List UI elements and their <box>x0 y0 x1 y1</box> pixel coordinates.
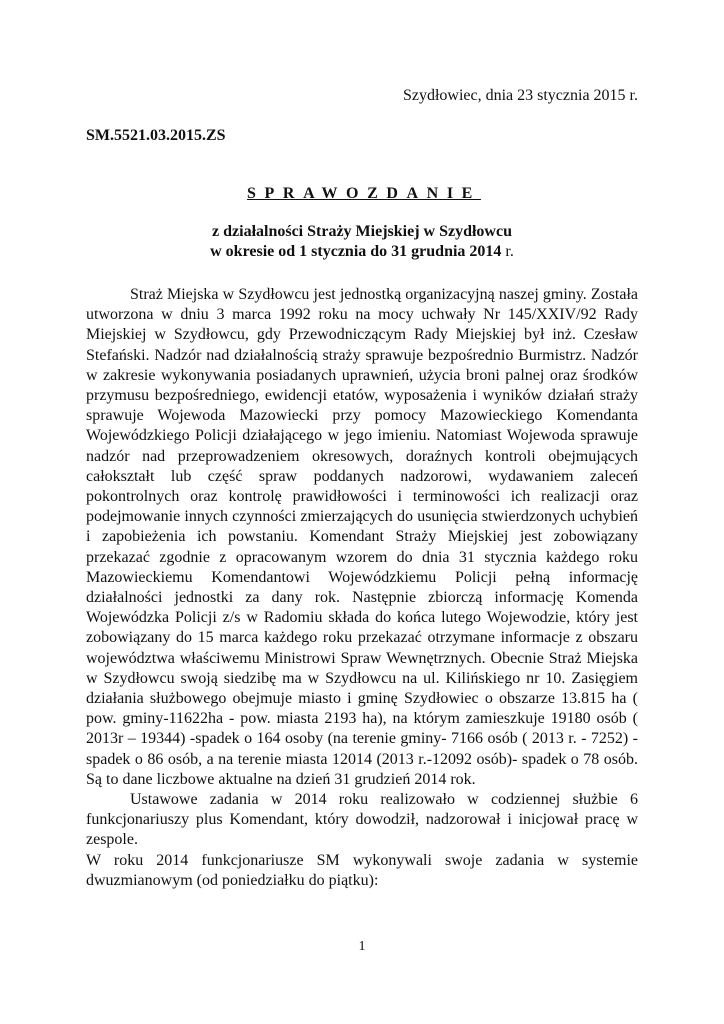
subtitle-line-2-suffix: r. <box>501 243 514 260</box>
page-number: 1 <box>358 939 366 954</box>
document-body <box>86 285 638 891</box>
document-title: SPRAWOZDANIE <box>247 185 481 202</box>
paragraph-shifts: W roku 2014 funkcjonariusze SM wykonywali swoje zadania w systemie dwuzmianowym (od poniedziałku do piątku): <box>86 851 638 889</box>
paragraph-intro: Straż Miejska w Szydłowcu jest jednostką organizacyjną naszej gminy. Została utworzona w dniu 3 marca 1992 roku na mocy uchwały Nr 145/XXIV/92 Rady Miejskiej w Szydłowcu, gdy Przewodniczącym Rady Miejskiej był inż. Czesław Stefański. Nadzór nad działalnością straży sprawuje bezpośrednio Burmistrz. Nadzór w zakresie wykonywania posiadanych uprawnień, użycia broni palnej oraz środków przymusu bezpośredniego, ewidencji etatów, wyposażenia i wyników działań straży sprawuje Wojewoda Mazowiecki przy pomocy Mazowieckiego Komendanta Wojewódzkiego Policji działającego w jego imieniu. Natomiast Wojewoda sprawuje nadzór nad przeprowadzeniem okresowych, doraźnych kontroli obejmujących całokształt lub część spraw poddanych nadzorowi, wydawaniem zaleceń pokontrolnych oraz kontrolę prawidłowości i terminowości ich realizacji oraz podejmowanie innych czynności zmierzających do usunięcia stwierdzonych uchybień i zapobieżenia ich powstaniu. Komendant Straży Miejskiej jest zobowiązany przekazać zgodnie z opracowanym wzorem do dnia 31 stycznia każdego roku Mazowieckiemu Komendantowi Wojewódzkiemu Policji pełną informację działalności jednostki za dany rok. Następnie zbiorczą informację Komenda Wojewódzka Policji z/s w Radomiu składa do końca lutego Wojewodzie, który jest zobowiązany do 15 marca każdego roku przekazać otrzymane informacje z obszaru województwa właściwemu Ministrowi Spraw Wewnętrznych. Obecnie Straż Miejska w Szydłowcu swoją siedzibę ma w Szydłowcu na ul. Kilińskiego nr 10. Zasięgiem działania służbowego obejmuje miasto i gminę Szydłowiec o obszarze 13.815 ha ( pow. gminy-11622ha - pow. miasta 2193 ha), na którym zamieszkuje 19180 osób ( 2013r – 19344) -spadek o 164 osoby (na terenie gminy- 7166 osób ( 2013 r. - 7252) - spadek o 86 osób, a na terenie miasta 12014 (2013 r.-12092 osób)- spadek o 78 osób. Są to dane liczbowe aktualne na dzień 31 grudzień 2014 rok. <box>86 286 638 788</box>
subtitle-line-2: w okresie od 1 stycznia do 31 grudnia 2014 <box>210 243 502 260</box>
place-date: Szydłowiec, dnia 23 stycznia 2015 r. <box>402 87 638 104</box>
reference-number: SM.5521.03.2015.ZS <box>86 127 226 144</box>
paragraph-staff: Ustawowe zadania w 2014 roku realizowało w codziennej służbie 6 funkcjonariuszy plus Komendant, który dowodził, nadzorował i inicjował pracę w zespole. <box>86 791 638 849</box>
subtitle-line-1: z działalności Straży Miejskiej w Szydłowcu <box>212 223 512 240</box>
document-subtitle <box>0 222 724 262</box>
